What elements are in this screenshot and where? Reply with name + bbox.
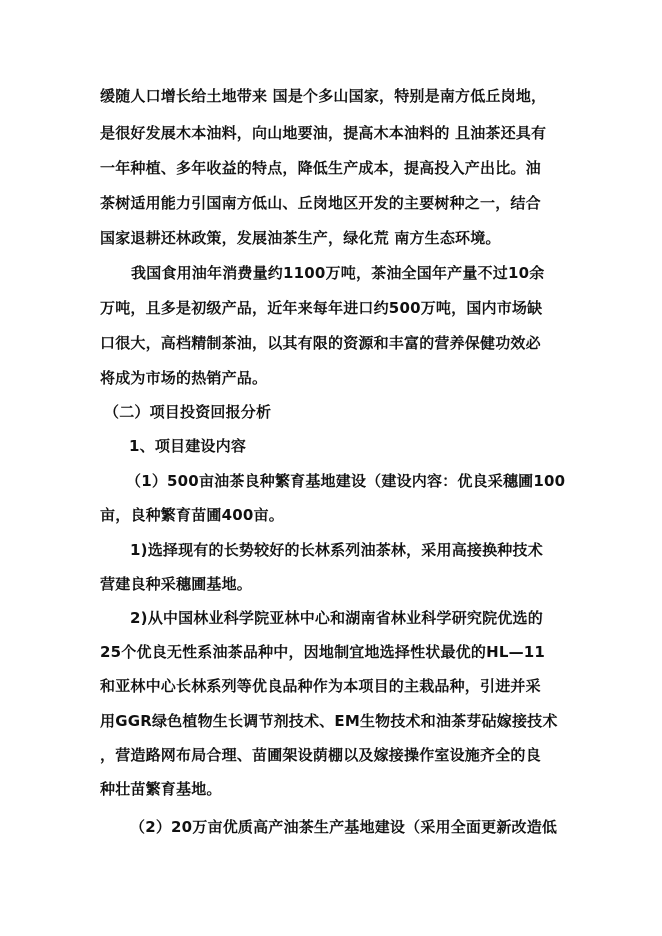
text-line-17: 25个优良无性系油茶品种中，因地制宜地选择性状最优的HL—11	[100, 643, 546, 661]
text-line-18: 和亚林中心长林系列等优良品种作为本项目的主栽品种，引进并采	[100, 677, 541, 695]
text-line-8: 口很大，高档精制茶油，以其有限的资源和丰富的营养保健功效必	[100, 334, 541, 352]
text-line-9: 将成为市场的热销产品。	[100, 369, 268, 387]
text-line-16: 2)从中国林业科学院亚林中心和湖南省林业科学研究院优选的	[130, 609, 543, 627]
text-line-19: 用GGR绿色植物生长调节剂技术、EM生物技术和油茶芽砧嫁接技术	[100, 712, 558, 730]
text-line-12: （1）500亩油茶良种繁育基地建设（建设内容：优良采穗圃100	[126, 472, 566, 490]
section-heading: （二）项目投资回报分析	[104, 403, 272, 421]
text-line-2: 是很好发展木本油料，向山地要油，提高木本油料的 且油茶还具有	[100, 124, 547, 142]
text-line-22: （2）20万亩优质高产油茶生产基地建设（采用全面更新改造低	[130, 818, 558, 836]
text-line-4: 茶树适用能力引国南方低山、丘岗地区开发的主要树种之一，结合	[100, 194, 541, 212]
text-line-3: 一年种植、多年收益的特点，降低生产成本，提高投入产出比。油	[100, 159, 541, 177]
text-line-20: ，营造路网布局合理、苗圃架设荫棚以及嫁接操作室设施齐全的良	[100, 746, 541, 764]
text-line-1: 缓随人口增长给土地带来 国是个多山国家，特别是南方低丘岗地，	[100, 87, 547, 105]
subsection-heading: 1、项目建设内容	[129, 437, 247, 455]
text-line-5: 国家退耕还林政策，发展油茶生产，绿化荒 南方生态环境。	[100, 229, 501, 247]
text-line-14: 1)选择现有的长势较好的长林系列油茶林，采用高接换种技术	[130, 541, 543, 559]
text-line-7: 万吨，且多是初级产品，近年来每年进口约500万吨，国内市场缺	[100, 299, 543, 317]
text-line-6: 我国食用油年消费量约1100万吨，茶油全国年产量不过10余	[131, 264, 545, 282]
text-line-13: 亩，良种繁育苗圃400亩。	[100, 506, 284, 524]
text-line-21: 种壮苗繁育基地。	[100, 780, 222, 798]
text-line-15: 营建良种采穗圃基地。	[100, 575, 253, 593]
